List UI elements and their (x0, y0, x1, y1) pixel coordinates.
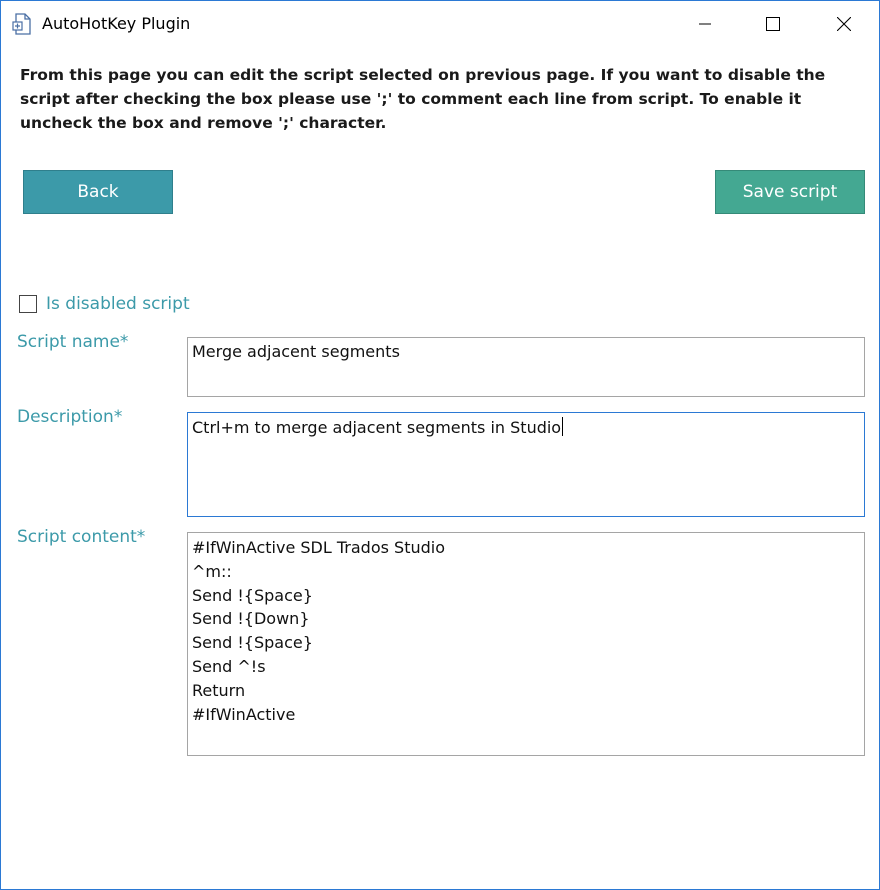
script-line: Send !{Space} (192, 633, 313, 653)
disabled-script-checkbox[interactable] (19, 295, 37, 313)
script-name-input[interactable] (187, 337, 865, 397)
description-label: Description* (17, 407, 123, 427)
window-title: AutoHotKey Plugin (42, 14, 191, 33)
maximize-button[interactable] (750, 1, 796, 47)
disabled-script-label[interactable]: Is disabled script (46, 294, 190, 314)
script-content-editor[interactable] (187, 532, 865, 756)
script-line: #IfWinActive (192, 704, 296, 724)
script-name-value: Merge adjacent segments (192, 342, 400, 361)
script-line: ^m:: (192, 561, 232, 581)
back-button[interactable]: Back (23, 170, 173, 214)
plugin-document-icon (12, 13, 32, 35)
maximize-icon (766, 17, 780, 31)
minimize-icon (699, 18, 711, 30)
disabled-script-checkbox-row[interactable] (19, 293, 190, 315)
script-line: Send !{Down} (192, 609, 310, 629)
close-icon (837, 17, 851, 31)
script-content-label: Script content* (17, 527, 146, 547)
script-line: Return (192, 680, 246, 700)
description-value: Ctrl+m to merge adjacent segments in Studio (192, 418, 562, 437)
instructions-text: From this page you can edit the script selected on previous page. If you want to disable the script after checking the box please use ';' to comment each line from script. To enable it uncheck the box and remove ';' character. (20, 66, 826, 132)
text-cursor (562, 417, 563, 436)
script-line: Send ^!s (192, 656, 266, 676)
script-name-label: Script name* (17, 332, 129, 352)
title-bar[interactable] (1, 1, 879, 47)
description-input[interactable] (187, 412, 865, 517)
save-script-button[interactable]: Save script (715, 170, 865, 214)
script-line: Send !{Space} (192, 585, 313, 605)
script-line: #IfWinActive SDL Trados Studio (192, 538, 445, 557)
minimize-button[interactable] (682, 1, 728, 47)
close-button[interactable] (821, 1, 867, 47)
